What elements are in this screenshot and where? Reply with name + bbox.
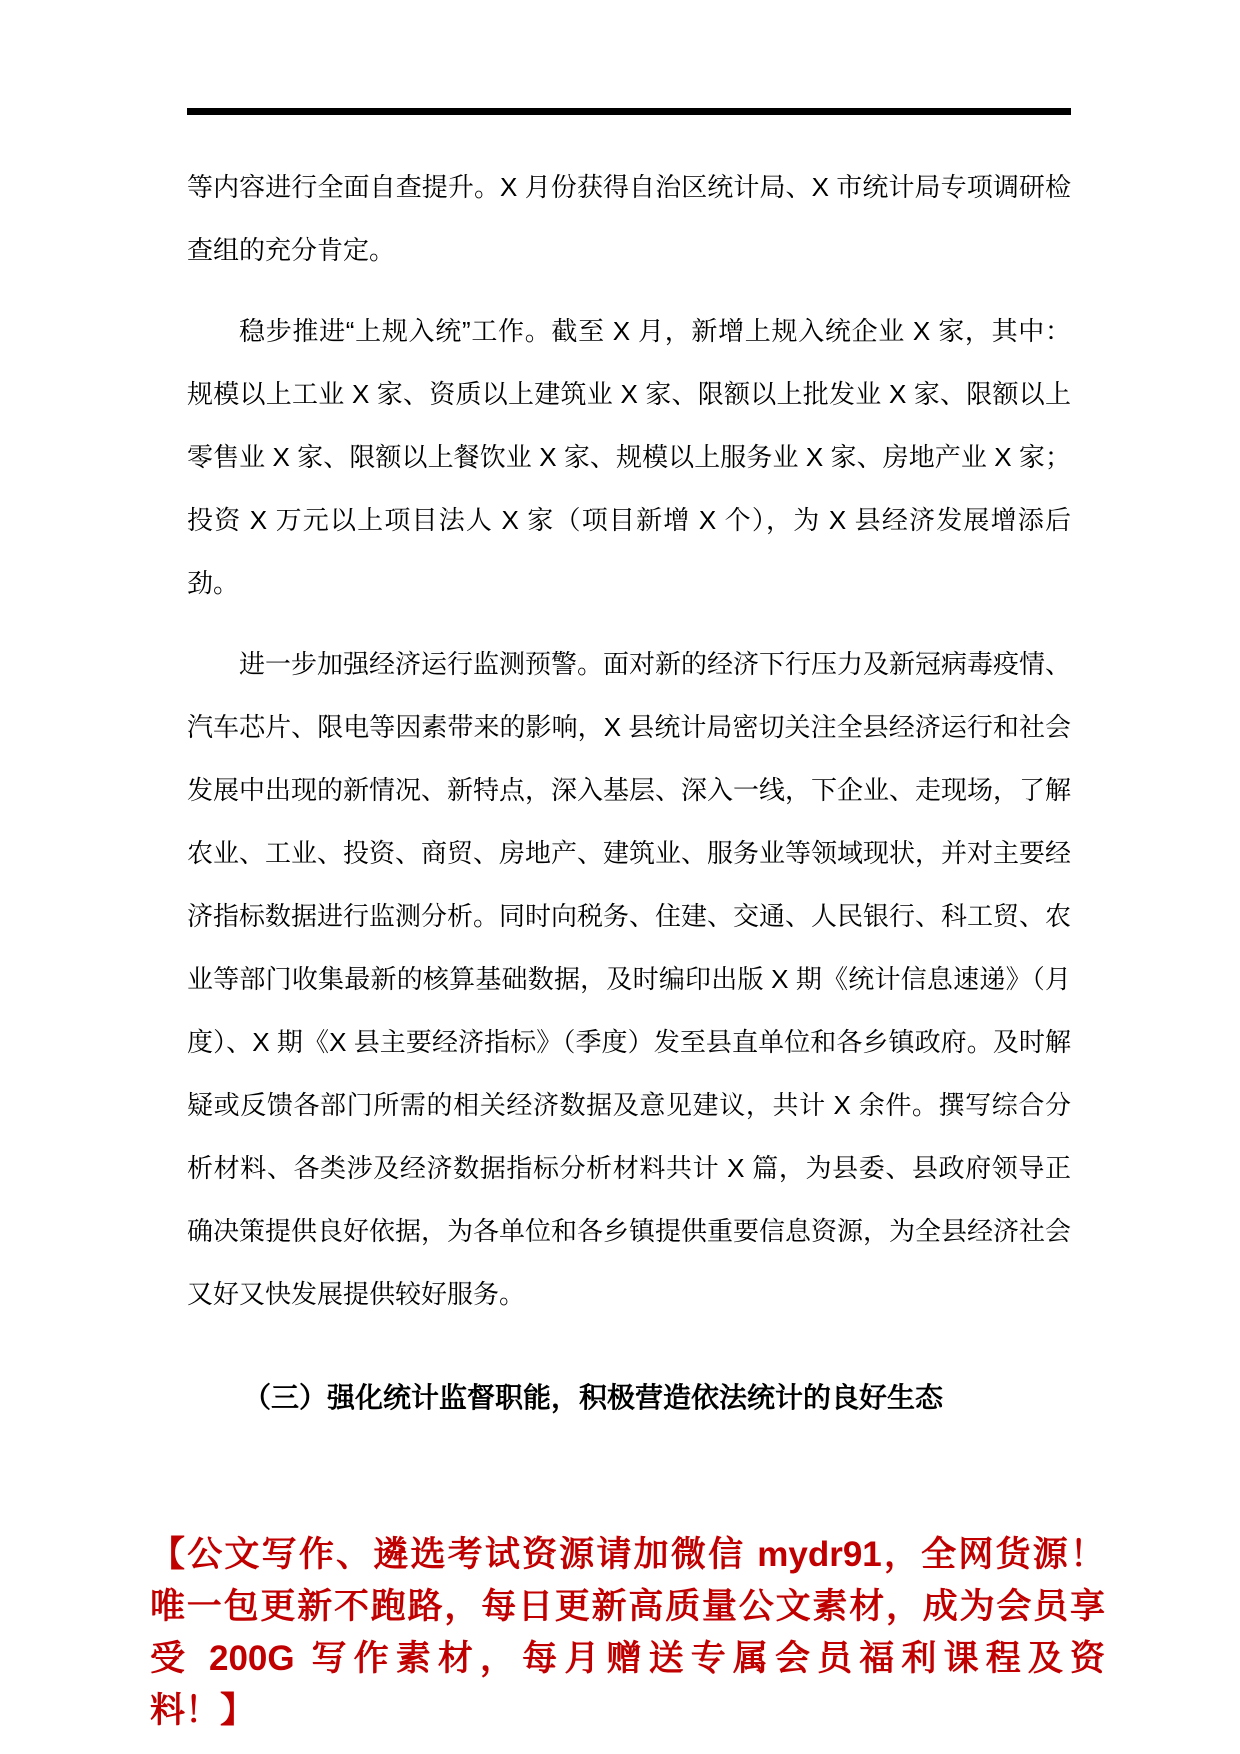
body-paragraph: 稳步推进“上规入统”工作。截至 X 月，新增上规入统企业 X 家，其中：规模以上工业 X 家、资质以上建筑业 X 家、限额以上批发业 X 家、限额以上零售业 X 家、限额以上餐饮业 X 家、规模以上服务业 X 家、房地产业 X 家；投资 X 万元以上项目法人 X 家（项目新增 X 个），为 X 县经济发展增添后劲。	[187, 316, 1071, 598]
promo-line: 【公文写作、遴选考试资源请加微信 mydr91，全网货源！	[150, 1535, 1105, 1574]
promo-line: 受 200G 写作素材，每月赠送专属会员福利课程及资	[150, 1639, 1105, 1678]
body-paragraph: 等内容进行全面自查提升。X 月份获得自治区统计局、X 市统计局专项调研检查组的充分肯定。	[187, 172, 1071, 265]
header-rule	[187, 108, 1071, 115]
promo-line: 唯一包更新不跑路，每日更新高质量公文素材，成为会员享	[150, 1587, 1105, 1626]
promo-text	[150, 1529, 1105, 1737]
body-paragraph: 进一步加强经济运行监测预警。面对新的经济下行压力及新冠病毒疫情、汽车芯片、限电等因素带来的影响，X 县统计局密切关注全县经济运行和社会发展中出现的新情况、新特点，深入基层、深入一线，下企业、走现场，了解农业、工业、投资、商贸、房地产、建筑业、服务业等领域现状，并对主要经济指标数据进行监测分析。同时向税务、住建、交通、人民银行、科工贸、农业等部门收集最新的核算基础数据，及时编印出版 X 期《统计信息速递》（月度）、X 期《X 县主要经济指标》（季度）发至县直单位和各乡镇政府。及时解疑或反馈各部门所需的相关经济数据及意见建议，共计 X 余件。撰写综合分析材料、各类涉及经济数据指标分析材料共计 X 篇，为县委、县政府领导正确决策提供良好依据，为各单位和各乡镇提供重要信息资源，为全县经济社会又好又快发展提供较好服务。	[187, 649, 1072, 1309]
promo-line: 料！】	[150, 1691, 256, 1730]
section-heading: （三）强化统计监督职能，积极营造依法统计的良好生态	[243, 1382, 944, 1413]
document-content	[150, 156, 1105, 1737]
